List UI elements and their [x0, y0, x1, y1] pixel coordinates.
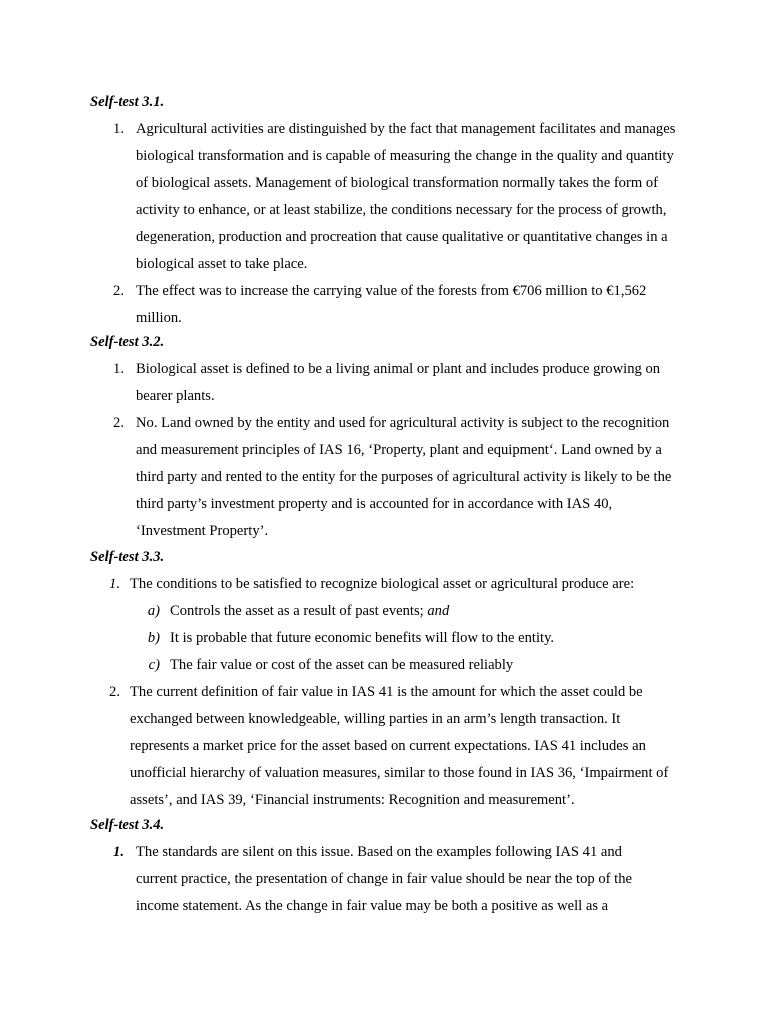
item-text: The current definition of fair value in IAS 41 is the amount for which the asset could be exchanged between knowledgeable, willing parties in an arm’s length transaction. It represents a market price for the asset based on current expectations. IAS 41 includes an unofficial hierarchy of valuation measures, similar to those found in IAS 36, ‘Impairment of assets’, and IAS 39, ‘Financial instruments: Recognition and measurement’.: [130, 684, 669, 808]
sub-item-letter: a): [147, 603, 160, 619]
list-item: [0, 116, 768, 278]
sub-item-letter: c): [148, 657, 160, 673]
item-text: The effect was to increase the carrying value of the forests from €706 million to €1,562 million.: [136, 283, 647, 326]
list-item: [0, 839, 768, 920]
item-text: The standards are silent on this issue. Based on the examples following IAS 41 and current practice, the presentation of change in fair value should be near the top of the income statement. As the change in fair value may be both a positive as well as a: [136, 844, 632, 914]
sub-item-text: The fair value or cost of the asset can be measured reliably: [170, 657, 514, 673]
item-text: Agricultural activities are distinguished by the fact that management facilitates and manages biological transformation and is capable of measuring the change in the quality and quantity of biological assets. Management of biological transformation normally takes the form of activity to enhance, or at least stabilize, the conditions necessary for the process of growth, degeneration, production and procreation that cause qualitative or quantitative changes in a biological asset to take place.: [136, 121, 676, 272]
item-number: 1.: [113, 844, 124, 860]
sub-list-item: [0, 598, 768, 625]
item-number: 1.: [113, 361, 124, 377]
sub-item-text: Controls the asset as a result of past events; and: [170, 603, 450, 619]
list-item: [0, 571, 768, 598]
section-heading: Self-test 3.1.: [90, 94, 165, 110]
section-heading: Self-test 3.3.: [90, 549, 165, 565]
item-number: 1.: [109, 576, 120, 592]
list-item: [0, 278, 768, 332]
sub-item-letter: b): [147, 630, 160, 646]
item-text: The conditions to be satisfied to recognize biological asset or agricultural produce are:: [130, 576, 635, 592]
sub-item-text: It is probable that future economic benefits will flow to the entity.: [170, 630, 555, 646]
section-heading: Self-test 3.2.: [90, 334, 165, 350]
sub-list-item: [0, 625, 768, 652]
item-number: 1.: [113, 121, 124, 137]
item-number: 2.: [113, 415, 124, 431]
list-item: [0, 679, 768, 814]
item-number: 2.: [113, 283, 124, 299]
list-item: [0, 410, 768, 545]
sub-list-item: [0, 652, 768, 679]
section-heading: Self-test 3.4.: [90, 817, 165, 833]
item-text: No. Land owned by the entity and used for agricultural activity is subject to the recognition and measurement principles of IAS 16, ‘Property, plant and equipment‘. Land owned by a third party and rented to the entity for the purposes of agricultural activity is likely to be the third party’s investment property and is accounted for in accordance with IAS 40, ‘Investment Property’.: [136, 415, 672, 539]
list-item: [0, 356, 768, 410]
item-text: Biological asset is defined to be a living animal or plant and includes produce growing on bearer plants.: [136, 361, 661, 404]
item-number: 2.: [109, 684, 120, 700]
